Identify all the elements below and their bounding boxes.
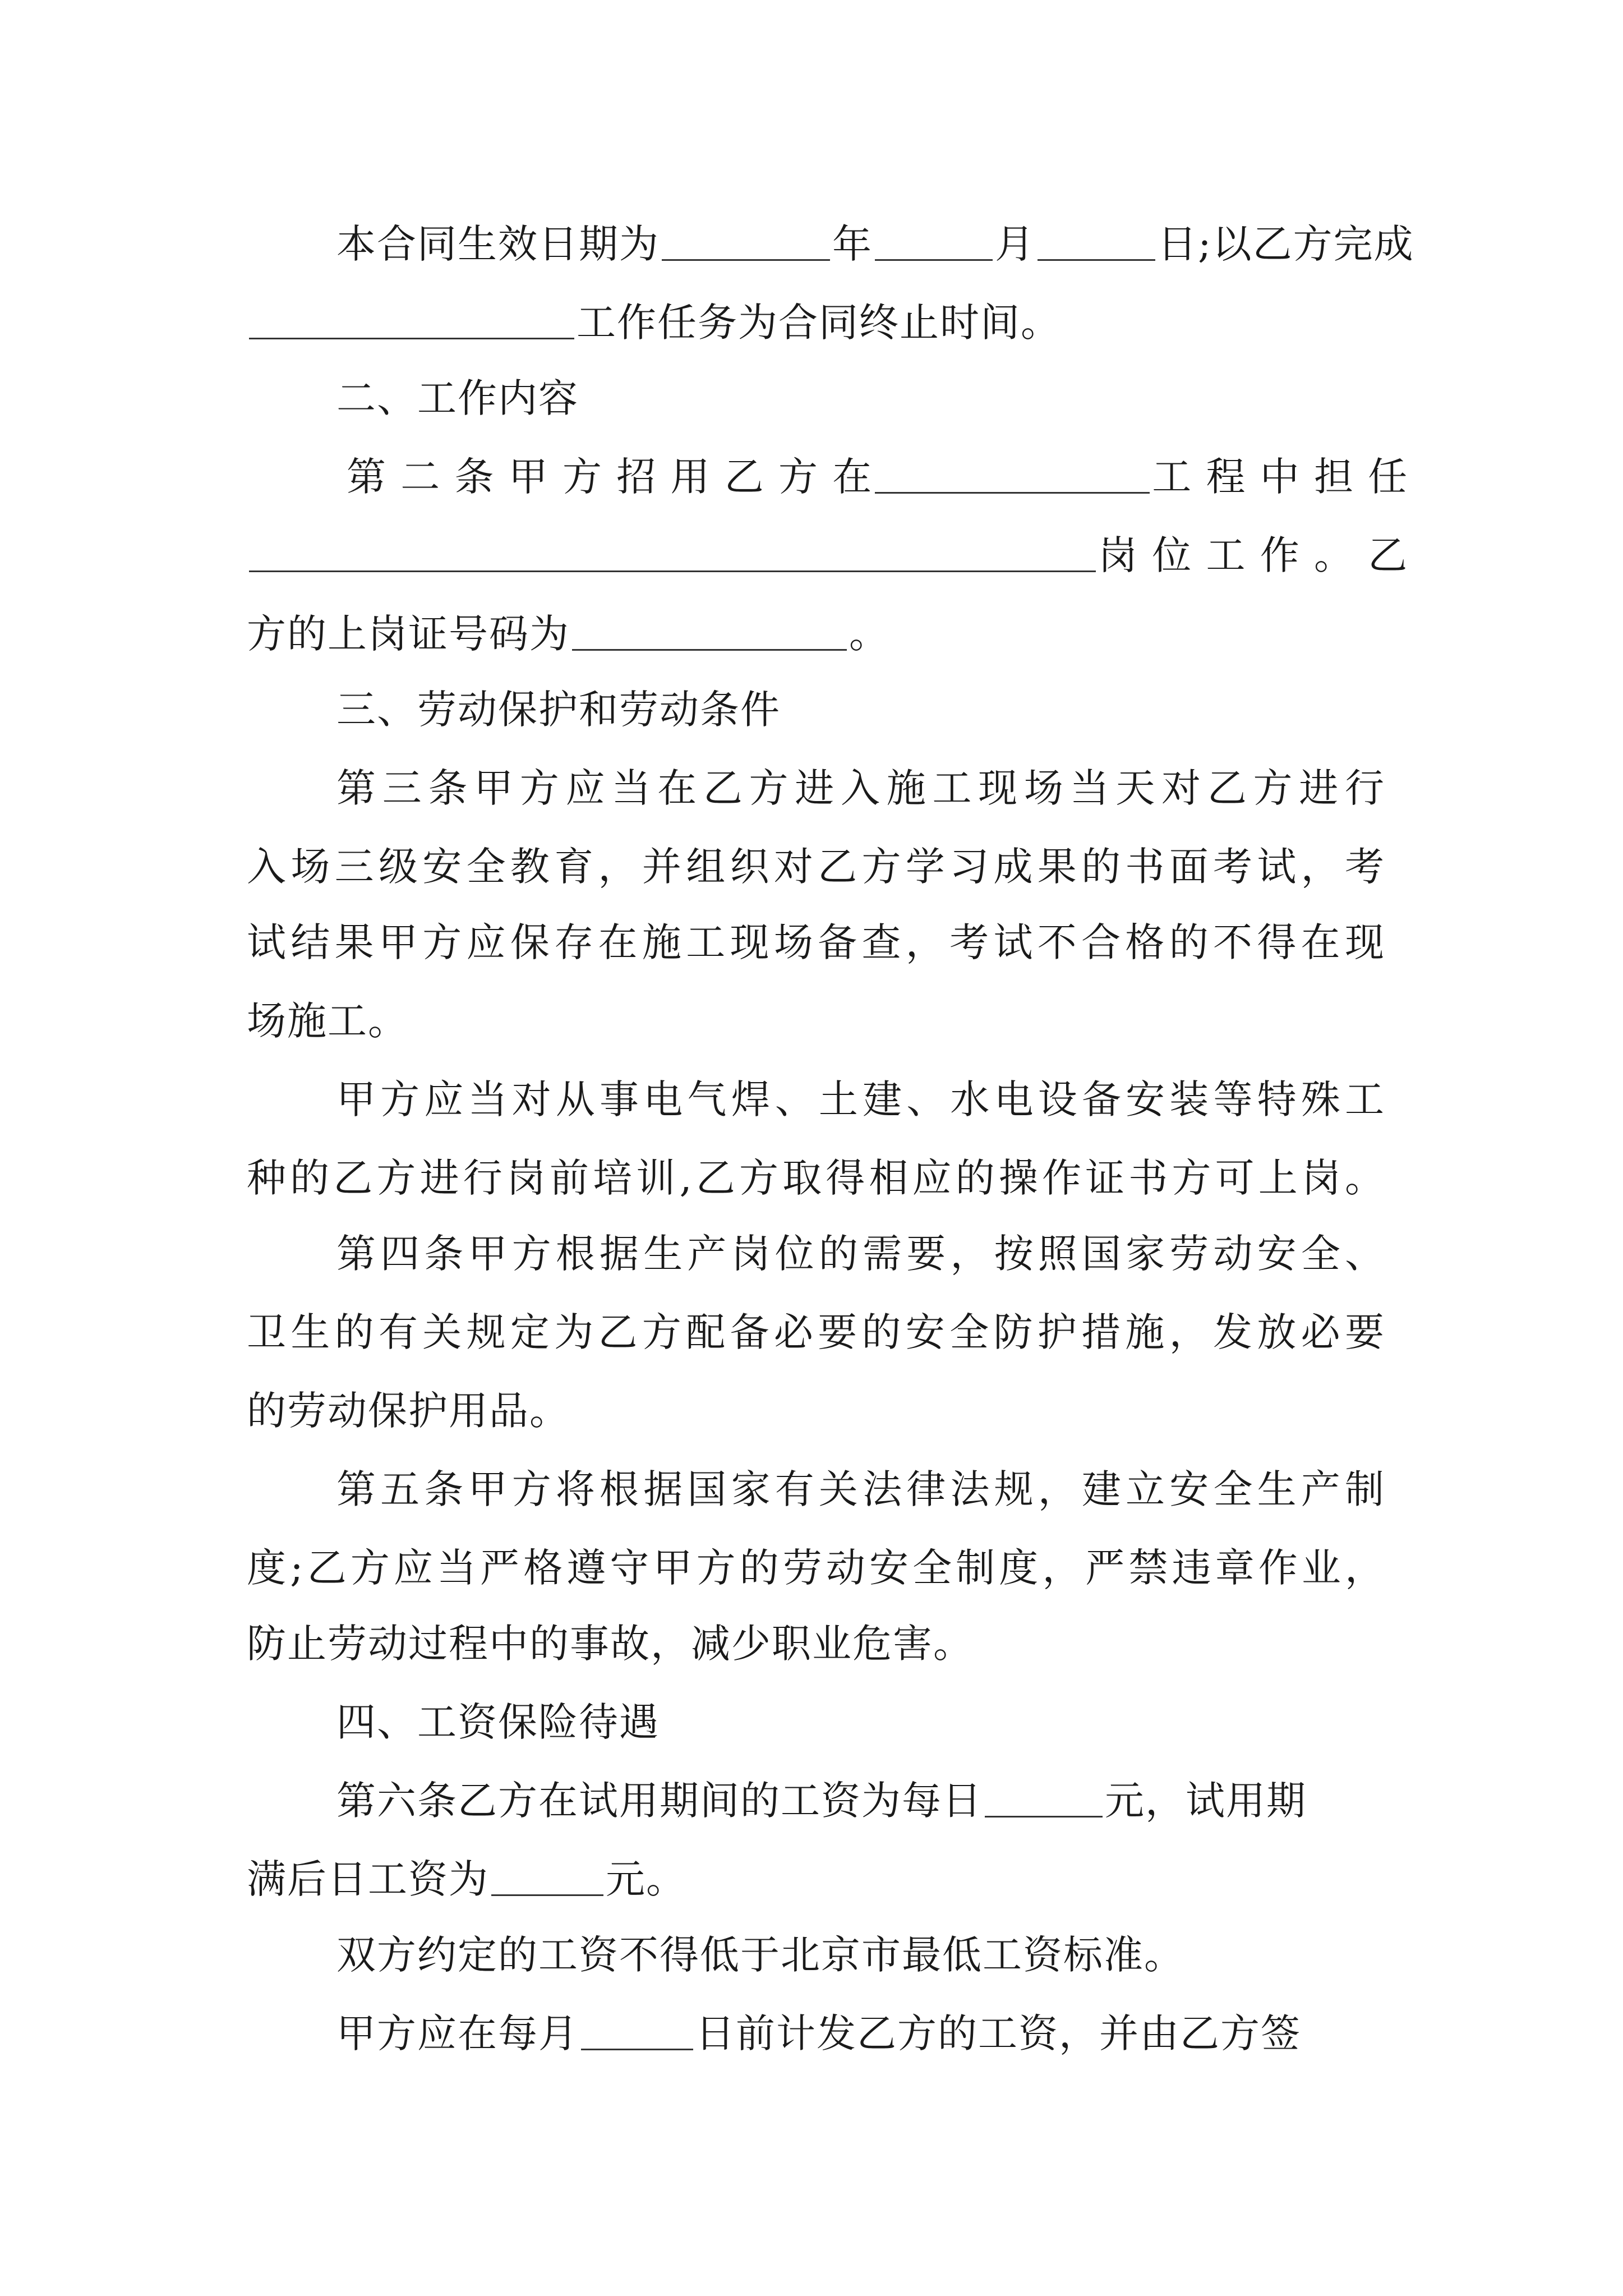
text-span: 本合同生效日期为: [336, 221, 660, 267]
fill-blank-trial-wage[interactable]: [985, 1777, 1103, 1818]
fill-blank-task[interactable]: [249, 298, 574, 339]
fill-blank-day[interactable]: [1038, 220, 1155, 261]
text-line: [247, 1848, 1385, 1910]
text-span: 年: [832, 221, 873, 267]
text-line: [247, 603, 1385, 665]
text-span: 元。: [606, 1856, 686, 1902]
paragraph-line: 甲方应当对从事电气焊、土建、水电设备安装等特殊工: [336, 1076, 1385, 1122]
paragraph-line: 的劳动保护用品。: [247, 1388, 570, 1434]
paragraph-line: 种的乙方进行岗前培训,乙方取得相应的操作证书方可上岗。: [247, 1155, 1385, 1201]
text-span: 第 二 条 甲 方 招 用 乙 方 在: [347, 454, 873, 500]
paragraph-line: 第三条甲方应当在乙方进入施工现场当天对乙方进行: [336, 765, 1385, 811]
text-line: [247, 292, 1385, 353]
text-span: 甲方应在每月: [336, 2010, 579, 2056]
fill-blank-daily-wage[interactable]: [491, 1855, 603, 1896]
text-line: [336, 2003, 1385, 2064]
text-span: 工作任务为合同终止时间。: [577, 300, 1061, 346]
text-span: 日前计发乙方的工资，并由乙方签: [695, 2010, 1301, 2056]
paragraph-line: 卫生的有关规定为乙方配备必要的安全防护措施，发放必要: [247, 1309, 1385, 1355]
paragraph-line: 双方约定的工资不得低于北京市最低工资标准。: [336, 1932, 1184, 1978]
text-span: 方的上岗证号码为: [247, 611, 570, 657]
text-line: [247, 524, 1409, 586]
fill-blank-project[interactable]: [875, 453, 1150, 494]
paragraph-line: 入场三级安全教育，并组织对乙方学习成果的书面考试，考: [247, 844, 1385, 890]
fill-blank-cert-number[interactable]: [572, 610, 847, 651]
text-span: 满后日工资为: [247, 1856, 489, 1902]
fill-blank-month[interactable]: [875, 220, 993, 261]
text-span: 月: [995, 221, 1035, 267]
paragraph-line: 试结果甲方应保存在施工现场备查，考试不合格的不得在现: [247, 919, 1385, 965]
text-span: 岗 位 工 作 。 乙: [1098, 532, 1409, 578]
section-heading: 四、工资保险待遇: [336, 1699, 660, 1745]
paragraph-line: 第四条甲方根据生产岗位的需要，按照国家劳动安全、: [336, 1231, 1385, 1277]
text-line: [336, 213, 1414, 275]
text-span: 第六条乙方在试用期间的工资为每日: [336, 1778, 983, 1824]
fill-blank-pay-day[interactable]: [581, 2009, 693, 2050]
paragraph-line: 防止劳动过程中的事故，减少职业危害。: [247, 1621, 974, 1667]
text-span: 日;以乙方完成: [1158, 221, 1414, 267]
section-heading: 三、劳动保护和劳动条件: [336, 687, 781, 733]
paragraph-line: 第五条甲方将根据国家有关法律法规，建立安全生产制: [336, 1466, 1385, 1512]
text-line: [347, 446, 1409, 508]
paragraph-line: 度;乙方应当严格遵守甲方的劳动安全制度，严禁违章作业，: [247, 1545, 1385, 1591]
text-line: [336, 1770, 1385, 1832]
text-span: 。: [849, 611, 889, 657]
section-heading: 二、工作内容: [336, 375, 579, 421]
paragraph-line: 场施工。: [247, 998, 408, 1044]
fill-blank-position[interactable]: [249, 531, 1096, 572]
text-span: 元，试用期: [1105, 1778, 1307, 1824]
fill-blank-year[interactable]: [662, 220, 830, 261]
text-span: 工 程 中 担 任: [1152, 454, 1409, 500]
